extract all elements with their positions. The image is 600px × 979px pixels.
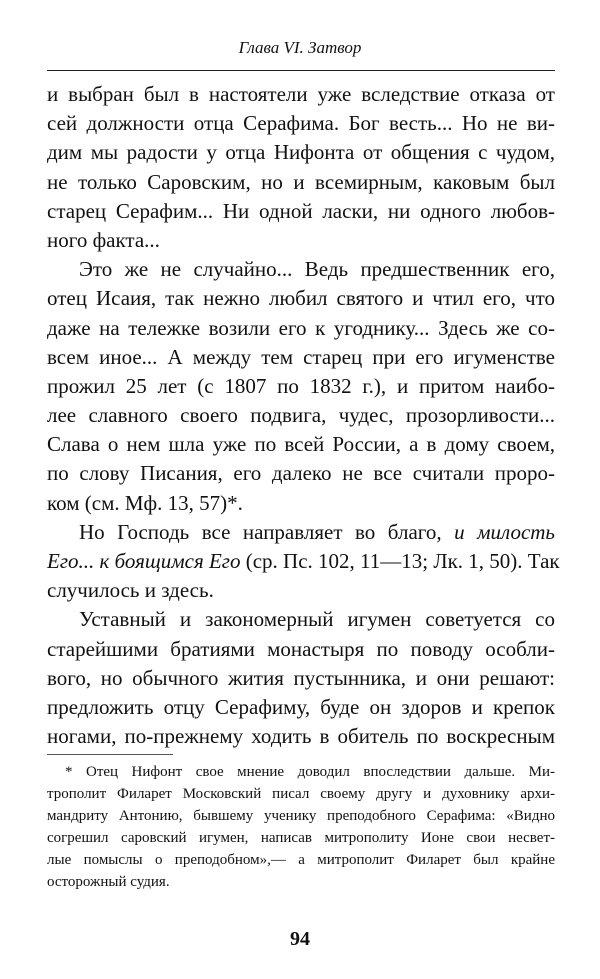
italic-quote: Его... к боящимся Его xyxy=(47,549,241,573)
text-run: Это же не случайно... Ведь предшественник его, xyxy=(79,257,555,282)
text-run: всем иное... А между тем старец при его игуменстве xyxy=(47,344,555,369)
footnote xyxy=(47,761,555,893)
text-run: Слава о нем шла уже по всей России, а в дому своем, xyxy=(47,432,555,457)
body-text xyxy=(47,80,560,751)
text-run: лые помыслы о преподобном»,— а митрополит Филарет был крайне xyxy=(47,852,555,868)
text-run: трополит Филарет Московский писал своему другу и духовнику архи- xyxy=(47,786,555,802)
footnote-line xyxy=(47,827,555,849)
footnote-line xyxy=(47,871,555,893)
italic-quote: и милость xyxy=(454,519,555,544)
header-rule xyxy=(47,70,555,71)
footnote-line xyxy=(47,849,555,871)
text-run: ком (см. Мф. 13, 57)*. xyxy=(47,490,243,515)
text-run: предложить отцу Серафиму, буде он здоров и крепок xyxy=(47,694,555,719)
body-line xyxy=(47,109,555,138)
body-line xyxy=(47,459,555,488)
text-run: старец Серафим... Ни одной ласки, ни одного любов- xyxy=(47,198,555,223)
text-run: по слову Писания, его далеко не все считали проро- xyxy=(47,461,555,486)
text-run: вого, но обычного жития пустынника, и они решают: xyxy=(47,665,555,690)
text-run: * Отец Нифонт свое мнение доводил впоследствии дальше. Ми- xyxy=(65,764,555,780)
body-line xyxy=(47,576,555,605)
page-number: 94 xyxy=(290,928,310,950)
body-line xyxy=(47,518,555,547)
body-line xyxy=(47,168,555,197)
footnote-line xyxy=(47,805,555,827)
footnote-line xyxy=(47,761,555,783)
running-head-title: Глава VI. Затвор xyxy=(238,38,362,57)
text-run: даже на тележке возили его к угоднику... Здесь же со- xyxy=(47,315,555,340)
body-line xyxy=(47,547,560,576)
text-run: прожил 25 лет (с 1807 по 1832 г.), и притом наибо- xyxy=(47,373,555,398)
text-run: (ср. Пс. 102, 11—13; Лк. 1, 50). Так xyxy=(240,549,560,573)
body-line xyxy=(47,284,555,313)
body-line xyxy=(47,430,555,459)
text-run: не только Саровским, но и всемирным, каковым был xyxy=(47,169,555,194)
body-line xyxy=(47,138,555,167)
text-run: ногами, по-прежнему ходить в обитель по воскресным xyxy=(47,724,555,749)
text-run: лее славного своего подвига, чудес, прозорливости... xyxy=(47,403,555,428)
text-run: ного факта... xyxy=(47,227,160,252)
body-line xyxy=(47,664,555,693)
footnote-rule xyxy=(47,754,173,755)
body-line xyxy=(47,401,555,430)
body-line xyxy=(47,722,555,751)
text-run: Но Господь все направляет во благо, xyxy=(79,519,455,544)
text-run: согрешил саровский игумен, написав митрополиту Ионе свои несвет- xyxy=(47,830,555,846)
text-run: Уставный и закономерный игумен советуется со xyxy=(79,607,555,632)
text-run: отец Исаия, так нежно любил святого и чтил его, что xyxy=(47,286,555,311)
text-run: осторожный судия. xyxy=(47,874,170,890)
body-line xyxy=(47,605,555,634)
body-line xyxy=(47,80,555,109)
text-run: мандриту Антонию, бывшему ученику преподобного Серафима: «Видно xyxy=(47,808,555,824)
text-run: дим мы радости у отца Нифонта от общения с чудом, xyxy=(47,140,555,165)
body-line xyxy=(47,489,555,518)
text-run: старейшими братиями монастыря по поводу особли- xyxy=(47,636,555,661)
footnote-line xyxy=(47,783,555,805)
body-line xyxy=(47,255,555,284)
text-run: сей должности отца Серафима. Бог весть... Но не ви- xyxy=(47,111,555,136)
body-line xyxy=(47,314,555,343)
body-line xyxy=(47,372,555,401)
body-line xyxy=(47,197,555,226)
body-line xyxy=(47,343,555,372)
body-line xyxy=(47,693,555,722)
body-line xyxy=(47,635,555,664)
text-run: и выбран был в настоятели уже вследствие отказа от xyxy=(47,82,555,106)
text-run: случилось и здесь. xyxy=(47,578,214,603)
body-line xyxy=(47,226,555,255)
